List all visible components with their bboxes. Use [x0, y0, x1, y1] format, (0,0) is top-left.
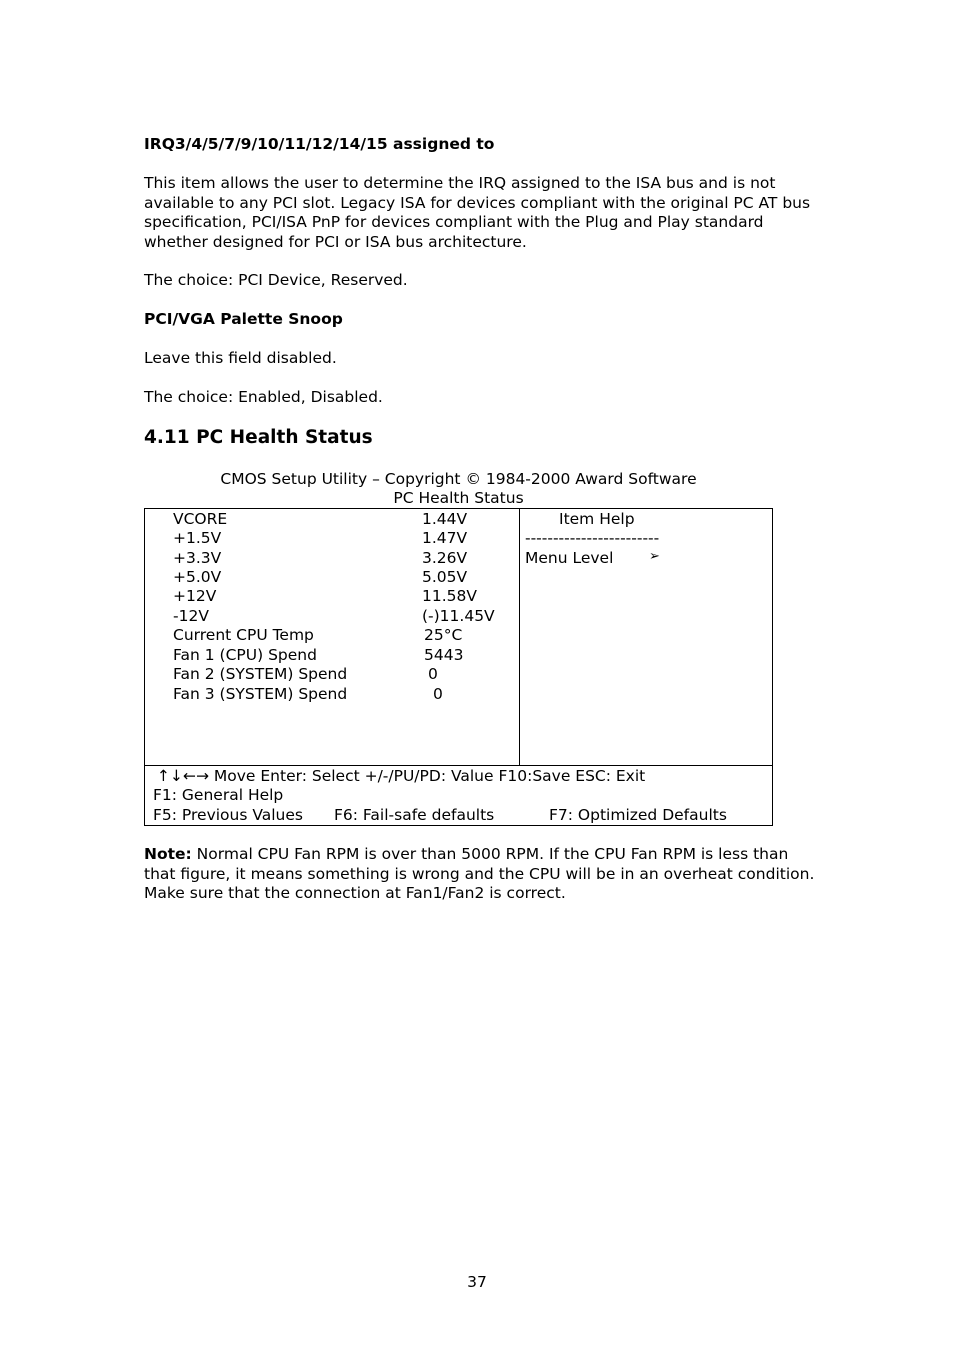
bios-screen-title: PC Health Status: [393, 489, 524, 507]
bios-key-f7: F7: Optimized Defaults: [549, 806, 727, 824]
vneg12-value: (-)11.45V: [422, 607, 495, 625]
fan2-value: 0: [428, 665, 438, 683]
vcore-value: 1.44V: [422, 510, 468, 528]
menu-level-label: Menu Level: [525, 549, 614, 567]
note-paragraph: [144, 845, 816, 904]
menu-level-arrow-icon: ➢: [649, 549, 660, 564]
fan1-value: 5443: [424, 646, 464, 664]
health-section-title: 4.11 PC Health Status: [144, 427, 373, 448]
item-help-divider: ------------------------: [525, 529, 660, 547]
v5-0-label: +5.0V: [173, 568, 222, 586]
v12-value: 11.58V: [422, 587, 477, 605]
fan2-label: Fan 2 (SYSTEM) Spend: [173, 665, 348, 683]
bios-panel-divider: [519, 508, 520, 766]
page-number: 37: [467, 1273, 487, 1291]
irq-heading: IRQ3/4/5/7/9/10/11/12/14/15 assigned to: [144, 135, 495, 153]
v3-3-value: 3.26V: [422, 549, 468, 567]
snoop-description: Leave this field disabled.: [144, 349, 337, 367]
cpu-temp-label: Current CPU Temp: [173, 626, 314, 644]
vcore-label: VCORE: [173, 510, 228, 528]
bios-footer-divider: [144, 765, 773, 766]
note-text: Normal CPU Fan RPM is over than 5000 RPM. If the CPU Fan RPM is less than that figure, it means something is wrong and the CPU will be in an overheat condition. Make sure that the connection at Fan1/Fan2 is correct.: [144, 845, 815, 903]
v5-0-value: 5.05V: [422, 568, 468, 586]
bios-copyright: CMOS Setup Utility – Copyright © 1984-2000 Award Software: [220, 470, 697, 488]
v1-5-value: 1.47V: [422, 529, 468, 547]
bios-key-f5: F5: Previous Values: [153, 806, 303, 824]
irq-description: This item allows the user to determine the IRQ assigned to the ISA bus and is not available to any PCI slot. Legacy ISA for devices compliant with the original PC AT bus specification, PCI/ISA PnP for devices compliant with the Plug and Play standard whether designed for PCI or ISA bus architecture.: [144, 174, 811, 251]
v3-3-label: +3.3V: [173, 549, 222, 567]
item-help-title: Item Help: [559, 510, 635, 528]
note-label: Note:: [144, 845, 192, 863]
fan3-label: Fan 3 (SYSTEM) Spend: [173, 685, 348, 703]
vneg12-label: -12V: [173, 607, 209, 625]
fan1-label: Fan 1 (CPU) Spend: [173, 646, 317, 664]
cpu-temp-value: 25°C: [424, 626, 463, 644]
v1-5-label: +1.5V: [173, 529, 222, 547]
bios-key-f6: F6: Fail-safe defaults: [334, 806, 495, 824]
irq-choice: The choice: PCI Device, Reserved.: [144, 271, 408, 289]
snoop-choice: The choice: Enabled, Disabled.: [144, 388, 383, 406]
fan3-value: 0: [433, 685, 443, 703]
v12-label: +12V: [173, 587, 217, 605]
bios-key-help-line1: ↑↓←→ Move Enter: Select +/-/PU/PD: Value F10:Save ESC: Exit: [157, 767, 646, 785]
bios-key-help-line2: F1: General Help: [153, 786, 284, 804]
snoop-heading: PCI/VGA Palette Snoop: [144, 310, 343, 328]
